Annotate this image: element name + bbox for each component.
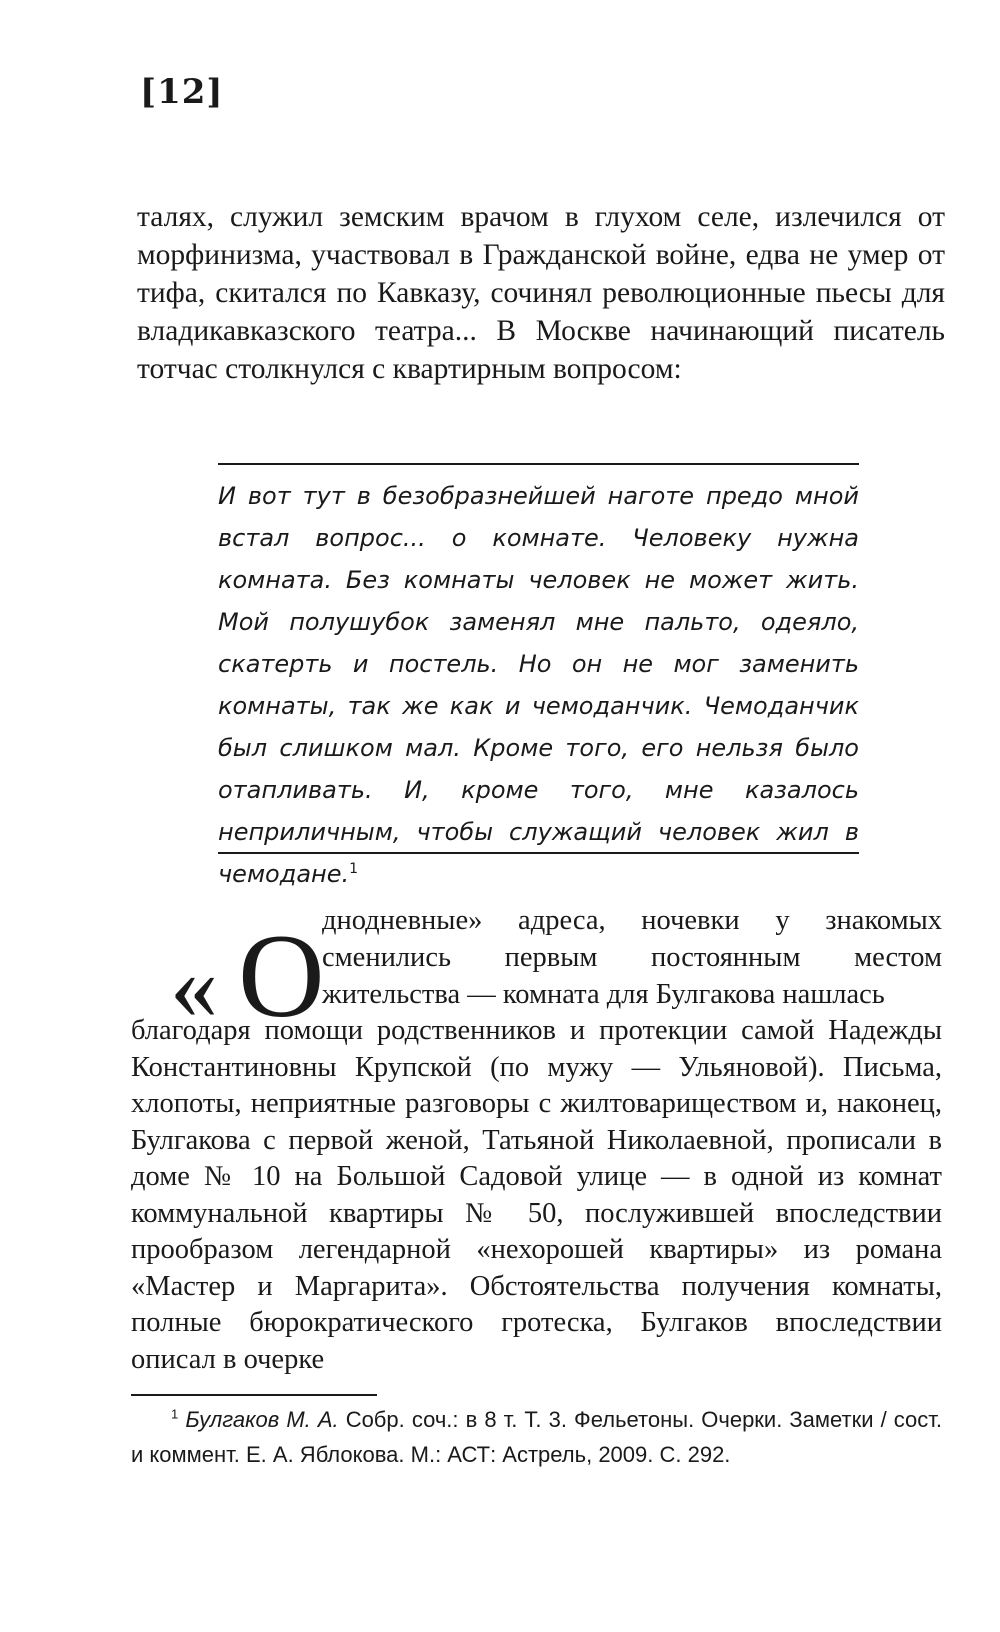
footnote-rule: [131, 1394, 377, 1396]
quote-bottom-rule: [218, 852, 859, 854]
footnote-text: Собр. соч.: в 8 т. Т. 3. Фельетоны. Очерки. Заметки / сост. и коммент. Е. А. Яблокова. М.: АСТ: Астрель, 2009. С. 292.: [131, 1407, 943, 1467]
block-quote: [218, 475, 859, 895]
footnote-author: Булгаков М. А.: [185, 1407, 339, 1432]
quote-footnote-marker: 1: [349, 861, 359, 877]
intro-paragraph: талях, служил земским врачом в глухом селе, излечился от морфинизма, участвовал в Гражданской войне, едва не умер от тифа, скитался по Кавказу, сочинял революционные пьесы для владикавказского театра... В Москве начинающий писатель тотчас столкнулся с квартирным вопросом:: [137, 201, 945, 385]
footnote-marker: 1: [171, 1406, 179, 1422]
paragraph-lead-text: днодневные» адреса, ночевки у знакомых сменились первым постоянным местом жительства — комната для Булгакова нашлась: [322, 905, 942, 1010]
block-quote-text: И вот тут в безобразнейшей наготе предо мной встал вопрос... о комнате. Человеку нужна комната. Без комнаты человек не может жить. Мой полушубок заменял мне пальто, одеяло, скатерть и постель. Но он не мог заменить комнаты, так же как и чемоданчик. Чемоданчик был слишком мал. Кроме того, его нельзя было отапливать. И, кроме того, мне казалось неприличным, чтобы служащий человек жил в чемодане.: [218, 482, 859, 888]
page-number: [12]: [140, 72, 224, 112]
quote-top-rule: [218, 463, 859, 465]
dropcap-guillemet: «: [170, 932, 218, 1039]
paragraph-body-text: благодаря помощи родственников и протекции самой Надежды Константиновны Крупской (по мужу — Ульяновой). Письма, хлопоты, неприятные разговоры с жилтовариществом и, наконец, Булгакова с первой женой, Татьяной Николаевной, прописали в доме № 10 на Большой Садовой улице — в одной из комнат коммунальной квартиры № 50, послужившей впоследствии прообразом легендарной «нехорошей квартиры» из романа «Мастер и Маргарита». Обстоятельства получения комнаты, полные бюрократического гротеска, Булгаков впоследствии описал в очерке: [131, 1015, 942, 1375]
dropcap-letter: О: [238, 909, 325, 1042]
footnote: [131, 1402, 942, 1472]
